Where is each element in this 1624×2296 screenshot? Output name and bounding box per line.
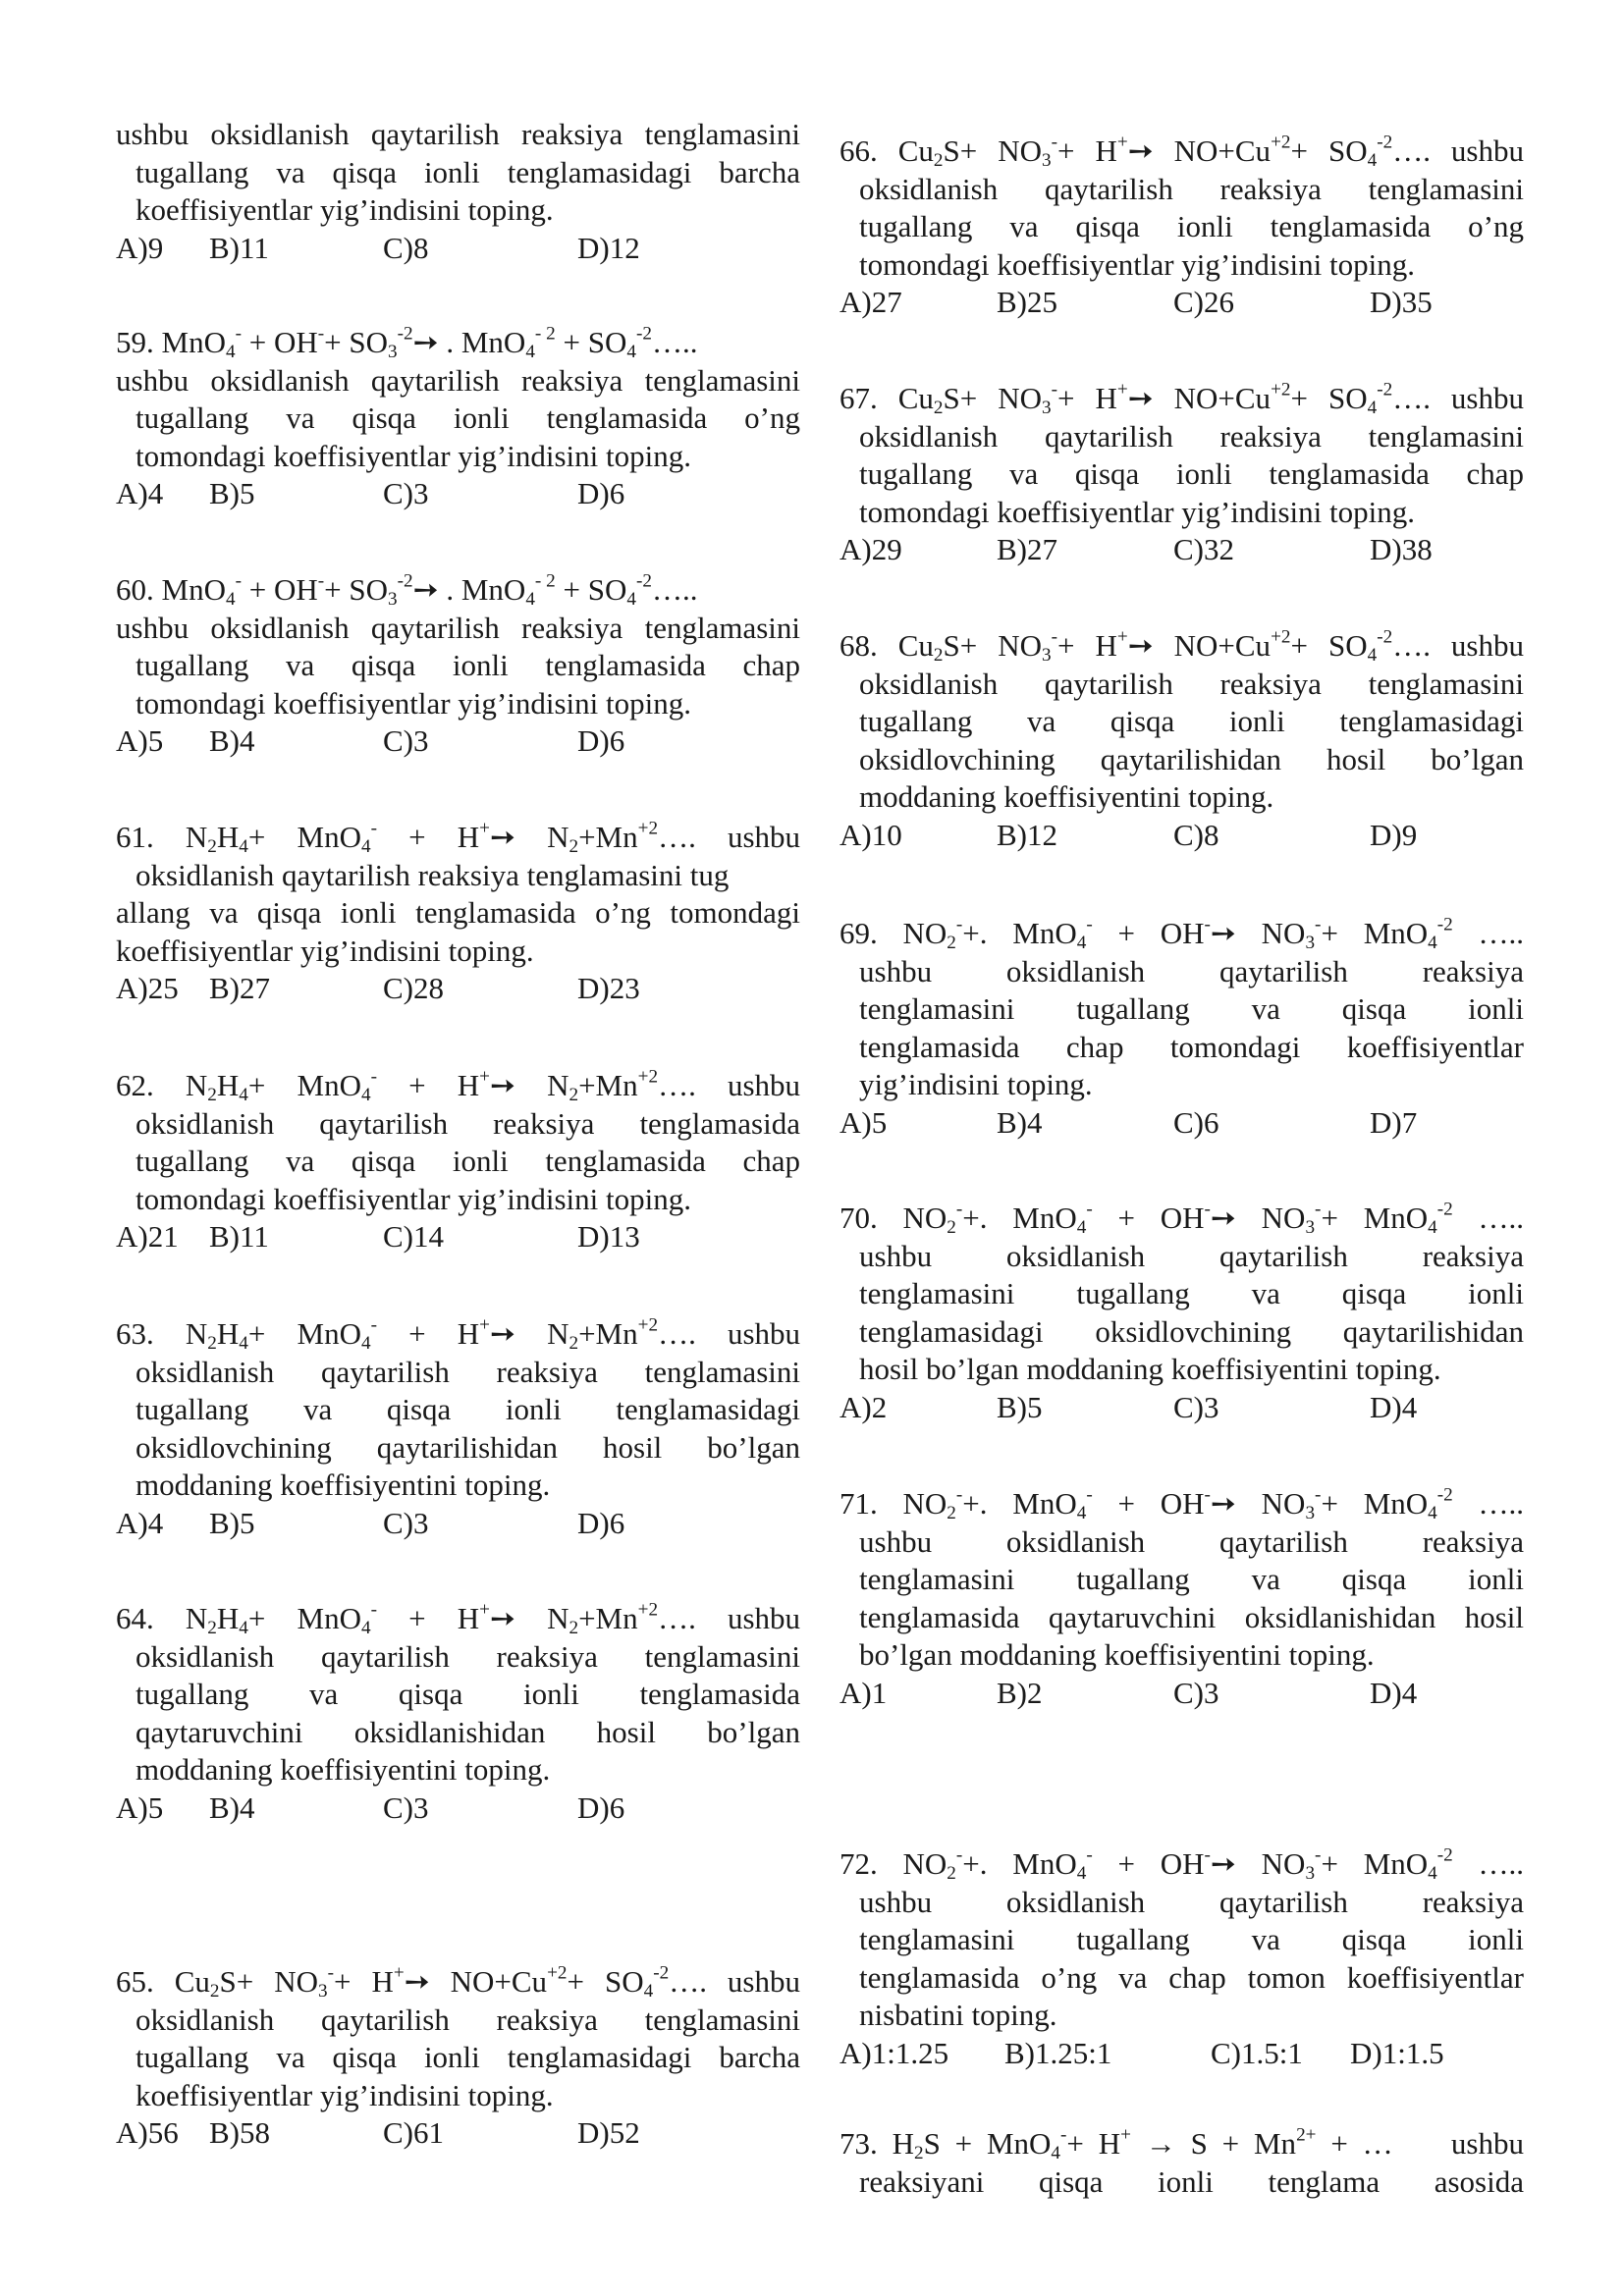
answer-option[interactable]: D)7 [1370, 1104, 1418, 1140]
answer-option[interactable]: A)10 [839, 817, 902, 852]
question-equation: 70. $NO_2^-+$. MnO$_4$- + OH-➙ $NO_3^-+ MnO_4^{-2}$ ….. [839, 1199, 1525, 1238]
question-text-line: koeffisiyentlar yig’indisini toping. [116, 933, 534, 968]
question-equation: 60. $MnO_4^- + OH^-+ SO_3^{-2}➙$ . $MnO_4^{- 2} + SO_4^{-2}\dots$.. [116, 570, 698, 610]
question-72 [839, 1845, 1524, 2035]
question-text-line: oksidlanish qaytarilish reaksiya tenglamasini [859, 171, 1524, 206]
question-text-line: tenglamasidagi oksidlovchining qaytarilishidan [859, 1313, 1524, 1349]
question-70 [839, 1200, 1524, 1389]
answer-option[interactable]: C)3 [1173, 1389, 1219, 1424]
question-text-line: oksidlanish qaytarilish reaksiya tenglamasini [859, 418, 1524, 454]
answer-option[interactable]: C)1.5:1 [1211, 2035, 1303, 2070]
question-text-line: oksidlanish qaytarilish reaksiya tenglamasini [135, 1638, 800, 1674]
answer-option[interactable]: B)4 [997, 1104, 1043, 1140]
question-text-line: ushbu oksidlanish qaytarilish reaksiya tenglamasini [116, 117, 800, 151]
answer-option[interactable]: A)1 [839, 1675, 888, 1710]
answer-option[interactable]: C)26 [1173, 285, 1234, 319]
answer-option[interactable]: D)35 [1370, 285, 1433, 319]
question-text-line: tugallang va qisqa ionli tenglamasida chap [135, 1144, 800, 1178]
question-text-line: ushbu oksidlanish qaytarilish reaksiya tenglamasini [116, 362, 800, 398]
answer-option[interactable]: B)11 [209, 1219, 269, 1254]
question-text-line: ushbu oksidlanish qaytarilish reaksiya [859, 1238, 1524, 1273]
answer-option[interactable]: A)5 [116, 723, 164, 758]
question-59 [116, 324, 800, 475]
answer-option[interactable]: A)5 [839, 1104, 888, 1140]
answer-option[interactable]: A)4 [116, 476, 164, 510]
answer-option[interactable]: C)8 [1173, 817, 1219, 852]
question-65 [116, 1963, 800, 2114]
answer-option[interactable]: C)3 [1173, 1675, 1219, 1710]
question-text-line: tugallang va qisqa ionli tenglamasida o’ng [859, 209, 1524, 243]
question-equation: 64. $N_2H_4+ MnO_4^-$ + H+➙ $N_2+Mn^{+2}\dots$. ushbu [116, 1599, 801, 1638]
question-62 [116, 1067, 800, 1218]
answer-option[interactable]: D)4 [1370, 1675, 1418, 1710]
answer-options [116, 475, 800, 512]
answer-options [116, 722, 800, 760]
question-69 [839, 915, 1524, 1104]
answer-option[interactable]: D)52 [577, 2115, 640, 2150]
question-text-line: tenglamasini tugallang va qisqa ionli [859, 1922, 1524, 1956]
question-text-line: tomondagi koeffisiyentlar yig’indisini toping. [859, 494, 1415, 529]
question-text-line: oksidlanish qaytarilish reaksiya tenglamasini [859, 666, 1524, 701]
answer-option[interactable]: B)5 [209, 476, 255, 510]
question-text-line: tugallang va qisqa ionli tenglamasidagi barcha [135, 154, 800, 189]
question-text-line: oksidlanish qaytarilish reaksiya tenglamasini [135, 2002, 800, 2037]
answer-option[interactable]: D)23 [577, 971, 640, 1005]
question-text-line: oksidlanish qaytarilish reaksiya tenglamasida [135, 1105, 800, 1141]
question-text-line: ushbu oksidlanish qaytarilish reaksiya [859, 953, 1524, 988]
question-equation: 72. $NO_2^-+$. MnO$_4$- + OH-➙ $NO_3^-+ MnO_4^{-2}$ ….. [839, 1844, 1525, 1884]
answer-option[interactable]: B)5 [209, 1505, 255, 1540]
question-text-line: tomondagi koeffisiyentlar yig’indisini toping. [135, 1181, 691, 1216]
answer-option[interactable]: A)29 [839, 532, 902, 566]
question-text-line: tenglamasini tugallang va qisqa ionli [859, 1562, 1524, 1596]
question-61 [116, 819, 800, 970]
question-text-line: tugallang va qisqa ionli tenglamasida chap [135, 648, 800, 682]
answer-option[interactable]: C)61 [383, 2115, 444, 2150]
question-text-line: qaytaruvchini oksidlanishidan hosil bo’lgan [135, 1714, 800, 1749]
question-text-line: oksidlanish qaytarilish reaksiya tenglamasini [135, 1354, 800, 1389]
answer-option[interactable]: B)5 [997, 1389, 1043, 1424]
question-equation: 59. $MnO_4^- + OH^-+ SO_3^{-2}➙$ . $MnO_4^{- 2} + SO_4^{-2}\dots$.. [116, 323, 698, 362]
answer-option[interactable]: D)6 [577, 476, 625, 510]
question-text-line: tugallang va qisqa ionli tenglamasidagi barcha [135, 2040, 800, 2074]
question-text-line: tenglamasida chap tomondagi koeffisiyentlar [859, 1029, 1524, 1064]
answer-option[interactable]: D)6 [577, 723, 625, 758]
answer-option[interactable]: C)3 [383, 1505, 429, 1540]
question-text-line: hosil bo’lgan moddaning koeffisiyentini toping. [859, 1352, 1441, 1386]
answer-options [839, 284, 1524, 321]
answer-option[interactable]: D)6 [577, 1789, 625, 1825]
question-text-line: tenglamasida o’ng va chap tomon koeffisiyentlar [859, 1959, 1524, 1995]
answer-option[interactable]: D)13 [577, 1219, 640, 1254]
answer-option[interactable]: B)4 [209, 1789, 255, 1825]
answer-options [839, 2035, 1524, 2072]
question-equation: 67. $Cu_2S+ NO_3^-+$ H+➙ $NO+Cu^{+2}+$ $SO_4^{-2}\dots$. ushbu [839, 379, 1524, 418]
answer-option[interactable]: A)21 [116, 1219, 179, 1254]
answer-option[interactable]: B)1.25:1 [1004, 2035, 1112, 2070]
answer-option[interactable]: A)27 [839, 285, 902, 319]
question-equation: 69. $NO_2^-+$. MnO$_4$- + OH-➙ $NO_3^-+ MnO_4^{-2}$ ….. [839, 914, 1525, 953]
answer-option[interactable]: B)12 [997, 817, 1057, 852]
answer-option[interactable]: A)2 [839, 1389, 888, 1424]
answer-options [116, 230, 800, 267]
answer-option[interactable]: D)4 [1370, 1389, 1418, 1424]
question-text-line: ushbu oksidlanish qaytarilish reaksiya [859, 1523, 1524, 1559]
question-63 [116, 1315, 800, 1505]
question-64 [116, 1600, 800, 1789]
question-text-line: ushbu oksidlanish qaytarilish reaksiya [859, 1884, 1524, 1919]
question-text-line: tugallang va qisqa ionli tenglamasida o’ng [135, 400, 800, 435]
question-text-line: tugallang va qisqa ionli tenglamasida [135, 1677, 800, 1711]
question-text-line: moddaning koeffisiyentini toping. [135, 1752, 551, 1787]
answer-option[interactable]: B)4 [209, 723, 255, 758]
question-equation: 66. $Cu_2S+ NO_3^-+$ H+➙ $NO+Cu^{+2}+$ $SO_4^{-2}\dots$. ushbu [839, 132, 1524, 171]
answer-option[interactable]: C)3 [383, 723, 429, 758]
question-equation: 71. $NO_2^-+$. MnO$_4$- + OH-➙ $NO_3^-+ MnO_4^{-2}$ ….. [839, 1484, 1525, 1523]
question-text-line: ushbu oksidlanish qaytarilish reaksiya tenglamasini [116, 610, 800, 645]
answer-option[interactable]: C)14 [383, 1219, 444, 1254]
answer-options [839, 817, 1524, 854]
question-text-line: moddaning koeffisiyentini toping. [859, 779, 1274, 814]
question-text-line: tugallang va qisqa ionli tenglamasidagi [859, 704, 1524, 738]
answer-options [839, 1389, 1524, 1426]
question-text-line: bo’lgan moddaning koeffisiyentini toping. [859, 1637, 1375, 1672]
question-text-line: allang va qisqa ionli tenglamasida o’ng tomondagi [116, 895, 800, 930]
question-58c [116, 116, 800, 230]
question-text-line: tenglamasini tugallang va qisqa ionli [859, 1276, 1524, 1310]
question-text-line: koeffisiyentlar yig’indisini toping. [135, 192, 554, 227]
answer-option[interactable]: B)27 [209, 971, 270, 1005]
answer-options [839, 531, 1524, 568]
question-text-line: tugallang va qisqa ionli tenglamasida chap [859, 456, 1524, 491]
question-text-line: tenglamasida qaytaruvchini oksidlanishidan hosil [859, 1599, 1524, 1634]
question-73 [839, 2125, 1524, 2201]
answer-option[interactable]: A)5 [116, 1789, 164, 1825]
question-67 [839, 380, 1524, 531]
question-60 [116, 571, 800, 722]
question-text-line: nisbatini toping. [859, 1998, 1057, 2032]
question-text-line: oksidlanish qaytarilish reaksiya tenglamasini tug [135, 857, 730, 892]
answer-option[interactable]: B)25 [997, 285, 1057, 319]
answer-options [839, 1675, 1524, 1712]
answer-option[interactable]: D)6 [577, 1505, 625, 1540]
question-text-line: tomondagi koeffisiyentlar yig’indisini toping. [135, 685, 691, 721]
answer-option[interactable]: D)12 [577, 230, 640, 265]
answer-option[interactable]: C)3 [383, 476, 429, 510]
question-text-line: reaksiyani qisqa ionli tenglama asosida [859, 2163, 1524, 2199]
question-text-line: koeffisiyentlar yig’indisini toping. [135, 2077, 554, 2112]
answer-option[interactable]: C)8 [383, 230, 429, 265]
answer-options [116, 970, 800, 1007]
question-equation: 61. $N_2H_4+ MnO_4^-$ + H+➙ $N_2+Mn^{+2}\dots$. ushbu [116, 818, 801, 857]
question-text-line: oksidlovchining qaytarilishidan hosil bo’lgan [135, 1429, 800, 1465]
answer-option[interactable]: B)2 [997, 1675, 1043, 1710]
question-text-line: tomondagi koeffisiyentlar yig’indisini toping. [135, 438, 691, 473]
answer-options [116, 1789, 800, 1827]
question-equation: 73. $H_2S + MnO_4^-+ H^+ \to S + Mn^{2+}$ + … ushbu [839, 2124, 1524, 2163]
answer-option[interactable]: A)25 [116, 971, 179, 1005]
answer-option[interactable]: A)1:1.25 [839, 2035, 949, 2070]
answer-option[interactable]: A)56 [116, 2115, 179, 2150]
answer-options [839, 1104, 1524, 1142]
question-66 [839, 133, 1524, 284]
answer-options [116, 1505, 800, 1542]
question-text-line: oksidlovchining qaytarilishidan hosil bo’lgan [859, 741, 1524, 776]
answer-option[interactable]: C)32 [1173, 532, 1234, 566]
answer-option[interactable]: D)1:1.5 [1350, 2035, 1444, 2070]
question-equation: 68. $Cu_2S+ NO_3^-+$ H+➙ $NO+Cu^{+2}+$ $SO_4^{-2}\dots$. ushbu [839, 626, 1524, 666]
answer-option[interactable]: C)28 [383, 971, 444, 1005]
answer-option[interactable]: C)6 [1173, 1104, 1219, 1140]
question-equation: 65. $Cu_2S+ NO_3^-+$ H+➙ $NO+Cu^{+2}+$ $SO_4^{-2}\dots$. ushbu [116, 1962, 800, 2002]
question-text-line: yig’indisini toping. [859, 1067, 1093, 1101]
question-text-line: tenglamasini tugallang va qisqa ionli [859, 991, 1524, 1026]
question-equation: 62. $N_2H_4+ MnO_4^-$ + H+➙ $N_2+Mn^{+2}\dots$. ushbu [116, 1066, 801, 1105]
answer-option[interactable]: B)27 [997, 532, 1057, 566]
answer-option[interactable]: A)9 [116, 230, 164, 265]
question-71 [839, 1485, 1524, 1675]
question-text-line: tomondagi koeffisiyentlar yig’indisini toping. [859, 246, 1415, 282]
answer-options [116, 2114, 800, 2152]
answer-option[interactable]: B)11 [209, 230, 269, 265]
question-text-line: moddaning koeffisiyentini toping. [135, 1468, 551, 1502]
answer-option[interactable]: A)4 [116, 1505, 164, 1540]
answer-option[interactable]: B)58 [209, 2115, 270, 2150]
answer-option[interactable]: C)3 [383, 1789, 429, 1825]
answer-option[interactable]: D)38 [1370, 532, 1433, 566]
question-equation: 63. $N_2H_4+ MnO_4^-$ + H+➙ $N_2+Mn^{+2}\dots$. ushbu [116, 1314, 801, 1354]
answer-options [116, 1218, 800, 1255]
question-68 [839, 627, 1524, 817]
question-text-line: tugallang va qisqa ionli tenglamasidagi [135, 1392, 800, 1426]
answer-option[interactable]: D)9 [1370, 817, 1418, 852]
